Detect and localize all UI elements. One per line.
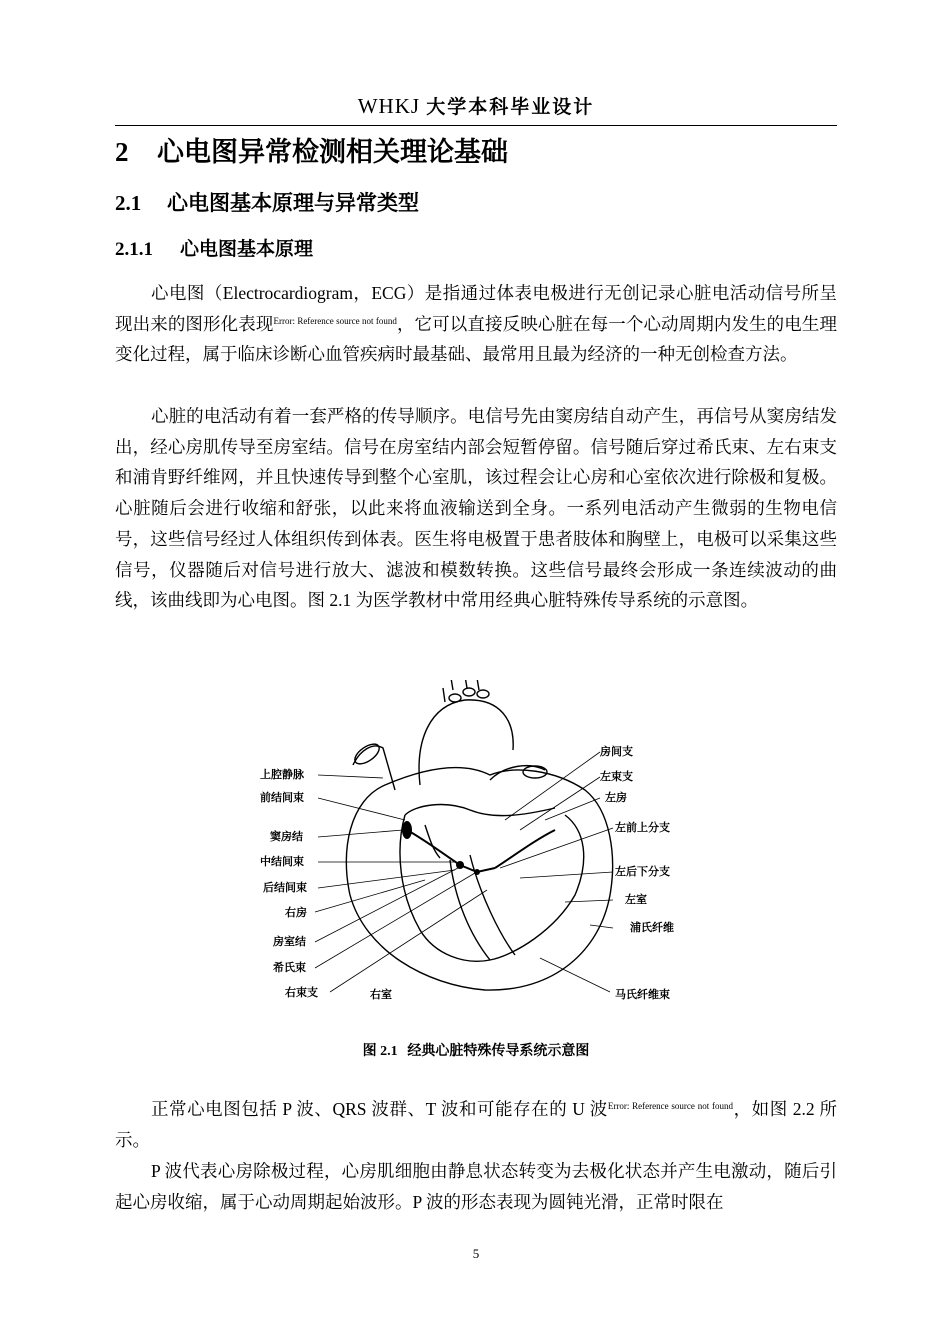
header-rule [115, 125, 837, 126]
figure-right-label-7: 马氏纤维束 [615, 988, 670, 1001]
figure-left-label-7: 希氏束 [273, 961, 306, 974]
figure-left-label-0: 上腔静脉 [260, 768, 304, 781]
figure-left-label-1: 前结间束 [260, 791, 304, 804]
figure-right-label-2: 左房 [605, 791, 627, 804]
figure-left-label-8: 右束支 [285, 986, 318, 999]
figure-right-label-6: 浦氏纤维 [630, 921, 674, 934]
figure-right-label-0: 房间支 [600, 745, 633, 758]
subsection-number: 2.1.1 [115, 239, 153, 260]
figure-left-label-6: 房室结 [273, 935, 306, 948]
section-number: 2.1 [115, 191, 142, 215]
reference-error: Error: Reference source not found [273, 315, 397, 326]
header-latin: WHKJ [357, 94, 421, 118]
paragraph-ecg-definition: 心电图（Electrocardiogram，ECG）是指通过体表电极进行无创记录心脏电活动信号所呈现出来的图形化表现$^{Error: Reference source not found}$，它可以直接反映心脏在每一个心动周期内发生的电生理变化过程，属于临床诊断心血管疾病时最基础、最常用且最为经济的一种无创检查方法。 [115, 283, 838, 365]
figure-right-label-3: 左前上分支 [615, 821, 670, 834]
figure-left-label-4: 后结间束 [263, 881, 307, 894]
caption-text: 经典心脏特殊传导系统示意图 [407, 1043, 590, 1059]
chapter-number: 2 [115, 137, 129, 167]
chapter-heading [115, 130, 508, 169]
figure-caption [115, 1040, 837, 1060]
section-heading [115, 187, 419, 217]
page-number: 5 [472, 1246, 480, 1261]
header-chinese: 大学本科毕业设计 [426, 97, 595, 118]
figure-left-label-3: 中结间束 [260, 855, 304, 868]
paragraph-conduction: 心脏的电活动有着一套严格的传导顺序。电信号先由窦房结自动产生，再信号从窦房结发出，经心房肌传导至房室结。信号在房室结内部会短暂停留。信号随后穿过希氏束、左右束支和浦肯野纤维网，并且快速传导到整个心室肌，该过程会让心房和心室依次进行除极和复极。心脏随后会进行收缩和舒张，以此来将血液输送到全身。一系列电活动产生微弱的生物电信号，这些信号经过人体组织传到体表。医生将电极置于患者肢体和胸壁上，电极可以采集这些信号，仪器随后对信号进行放大、滤波和模数转换。这些信号最终会形成一条连续波动的曲线，该曲线即为心电图。图 2.1 为医学教材中常用经典心脏特殊传导系统的示意图。 [115, 406, 837, 611]
figure-right-label-4: 左后下分支 [615, 865, 670, 878]
figure-left-label-2: 窦房结 [270, 830, 303, 843]
paragraph-p-wave: P 波代表心房除极过程，心房肌细胞由静息状态转变为去极化状态并产生电激动，随后引起心房收缩，属于心动周期起始波形。P 波的形态表现为圆钝光滑，正常时限在 [115, 1161, 837, 1212]
figure-right-label-1: 左束支 [600, 770, 633, 783]
heart-conduction-diagram [255, 680, 705, 1010]
subsection-title: 心电图基本原理 [180, 238, 314, 260]
caption-number: 图 2.1 [362, 1044, 398, 1059]
paragraph-normal-ecg: 正常心电图包括 P 波、QRS 波群、T 波和可能存在的 U 波$^{Error: Reference source not found}$，如图 2.2 所示。 [115, 1099, 837, 1150]
reference-error: Error: Reference source not found [607, 1101, 734, 1111]
figure-left-label-5: 右房 [285, 906, 307, 919]
page-header [115, 92, 837, 119]
section-title: 心电图基本原理与异常类型 [167, 191, 419, 215]
figure-right-label-5: 左室 [625, 893, 647, 906]
subsection-heading [115, 234, 313, 261]
figure-left-label-9: 右室 [370, 988, 392, 1001]
chapter-title: 心电图异常检测相关理论基础 [157, 137, 508, 168]
